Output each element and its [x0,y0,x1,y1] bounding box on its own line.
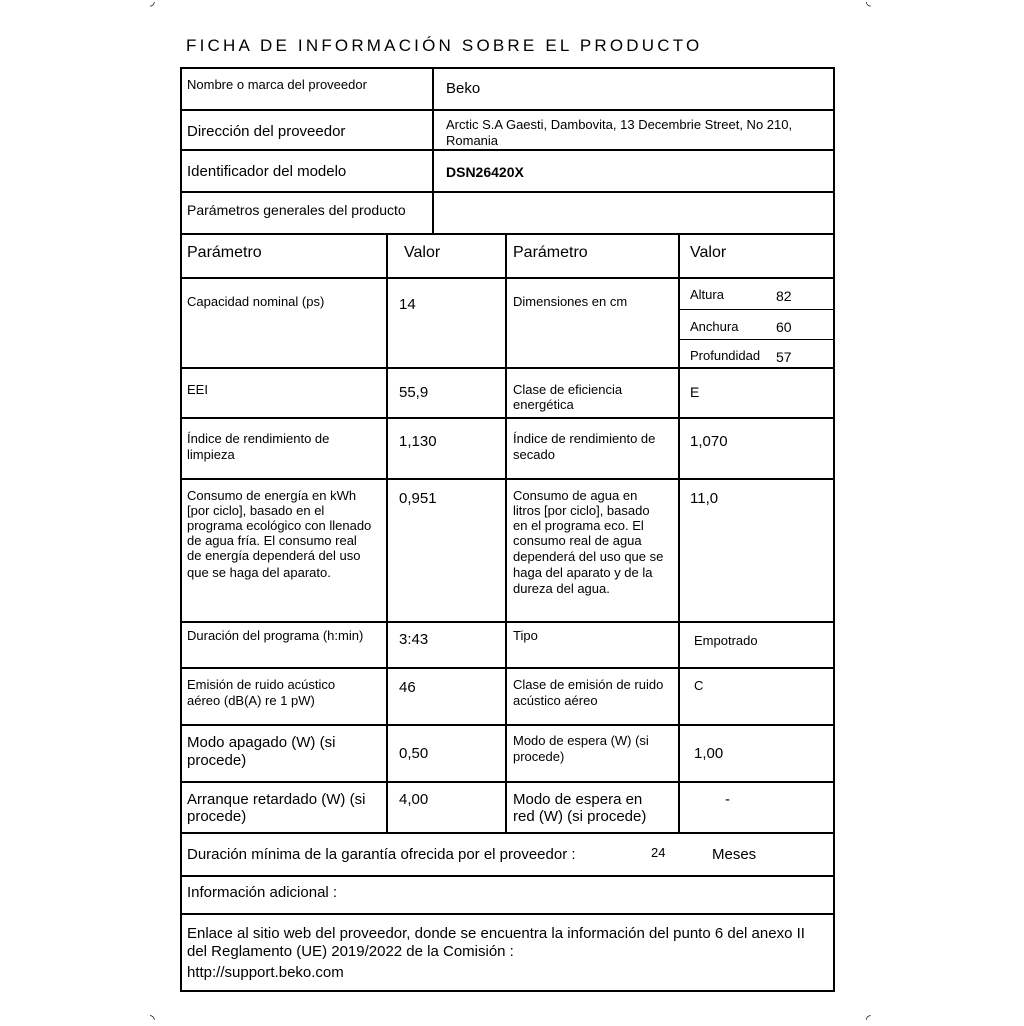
noise-class-label-line1: Clase de emisión de ruido [513,677,664,692]
height-value: 82 [776,288,792,304]
drying-label-line1: Índice de rendimiento de [513,431,656,446]
noise-class-value: C [694,678,704,693]
type-label: Tipo [513,628,538,643]
additional-info-label: Información adicional : [187,884,338,901]
table-divider [432,67,434,235]
energy-consumption-value: 0,951 [399,490,437,507]
water-consumption-value: 11,0 [690,490,719,507]
energy-consumption-line: Consumo de energía en kWh [187,488,357,503]
page-title: FICHA DE INFORMACIÓN SOBRE EL PRODUCTO [186,36,703,55]
supplier-address-line1: Arctic S.A Gaesti, Dambovita, 13 Decembrie Street, No 210, [446,117,793,132]
energy-class-label-line1: Clase de eficiencia [513,382,623,397]
model-value: DSN26420X [446,164,524,180]
noise-label-line2: aéreo (dB(A) re 1 pW) [187,693,315,708]
table-divider [180,875,835,877]
energy-consumption-line: de energía dependerá del uso [187,548,361,563]
water-consumption-line: dureza del agua. [513,581,610,596]
energy-class-label-line2: energética [513,397,574,412]
standby-label-line1: Modo de espera (W) (si [513,733,649,748]
table-divider [180,367,835,369]
supplier-name-label: Nombre o marca del proveedor [187,77,367,92]
value-header-right: Valor [690,244,727,261]
table-divider [180,478,835,480]
cleaning-value: 1,130 [399,433,437,450]
table-divider [180,832,835,834]
crop-mark: ◟ [866,0,871,8]
table-divider [180,667,835,669]
model-label: Identificador del modelo [187,163,347,180]
noise-value: 46 [399,679,416,696]
drying-value: 1,070 [690,433,728,450]
capacity-value: 14 [399,296,416,313]
water-consumption-line: litros [por ciclo], basado [513,503,650,518]
table-divider [386,233,388,834]
capacity-label: Capacidad nominal (ps) [187,294,325,309]
delay-start-label-line2: procede) [187,808,247,825]
energy-class-value: E [690,384,700,400]
table-divider [180,191,835,193]
energy-consumption-line: programa ecológico con llenado [187,518,372,533]
table-divider [678,233,680,834]
depth-label: Profundidad [690,348,761,363]
water-consumption-line: dependerá del uso que se [513,549,664,564]
standby-value: 1,00 [694,745,724,762]
height-label: Altura [690,287,724,302]
depth-value: 57 [776,349,792,365]
table-divider [180,233,835,235]
network-standby-label-line2: red (W) (si procede) [513,808,647,825]
drying-label-line2: secado [513,447,555,462]
dimensions-label: Dimensiones en cm [513,294,628,309]
network-standby-value: - [725,791,730,808]
width-value: 60 [776,319,792,335]
cleaning-label-line1: Índice de rendimiento de [187,431,330,446]
table-divider [505,233,507,834]
warranty-label: Duración mínima de la garantía ofrecida por el proveedor : [187,846,576,863]
duration-value: 3:43 [399,631,429,648]
network-standby-label-line1: Modo de espera en [513,791,643,808]
width-label: Anchura [690,319,739,334]
standby-label-line2: procede) [513,749,565,764]
water-consumption-line: haga del aparato y de la [513,565,653,580]
water-consumption-line: en el programa eco. El [513,518,644,533]
eei-value: 55,9 [399,384,429,401]
type-value: Empotrado [694,633,758,648]
table-divider [180,913,835,915]
crop-mark: ◝ [150,1012,155,1026]
noise-class-label-line2: acústico aéreo [513,693,598,708]
off-mode-value: 0,50 [399,745,429,762]
crop-mark: ◞ [150,0,155,8]
param-header-right: Parámetro [513,244,588,261]
warranty-unit: Meses [712,846,757,863]
cleaning-label-line2: limpieza [187,447,235,462]
general-params-label: Parámetros generales del producto [187,202,406,218]
table-divider [180,781,835,783]
duration-label: Duración del programa (h:min) [187,628,364,643]
eei-label: EEI [187,382,208,397]
table-divider [180,149,835,151]
supplier-address-line2: Romania [446,133,499,148]
table-divider [180,724,835,726]
param-header-left: Parámetro [187,244,262,261]
off-mode-label-line2: procede) [187,752,247,769]
delay-start-value: 4,00 [399,791,429,808]
value-header-left: Valor [404,244,441,261]
link-text-line2: del Reglamento (UE) 2019/2022 de la Comisión : [187,943,514,960]
energy-consumption-line: que se haga del aparato. [187,565,331,580]
table-divider [180,621,835,623]
warranty-value: 24 [651,845,666,860]
noise-label-line1: Emisión de ruido acústico [187,677,336,692]
support-link[interactable]: http://support.beko.com [187,964,344,981]
water-consumption-line: Consumo de agua en [513,488,638,503]
supplier-address-label: Dirección del proveedor [187,123,346,140]
crop-mark: ◜ [866,1012,871,1026]
table-divider [678,309,835,310]
link-text-line1: Enlace al sitio web del proveedor, donde se encuentra la información del punto 6 del anexo II [187,925,805,942]
off-mode-label-line1: Modo apagado (W) (si [187,734,336,751]
table-divider [180,277,835,279]
table-divider [180,417,835,419]
table-divider [678,339,835,340]
energy-consumption-line: [por ciclo], basado en el [187,503,325,518]
delay-start-label-line1: Arranque retardado (W) (si [187,791,366,808]
energy-consumption-line: de agua fría. El consumo real [187,533,357,548]
water-consumption-line: consumo real de agua [513,533,642,548]
supplier-name-value: Beko [446,80,481,97]
table-divider [180,109,835,111]
